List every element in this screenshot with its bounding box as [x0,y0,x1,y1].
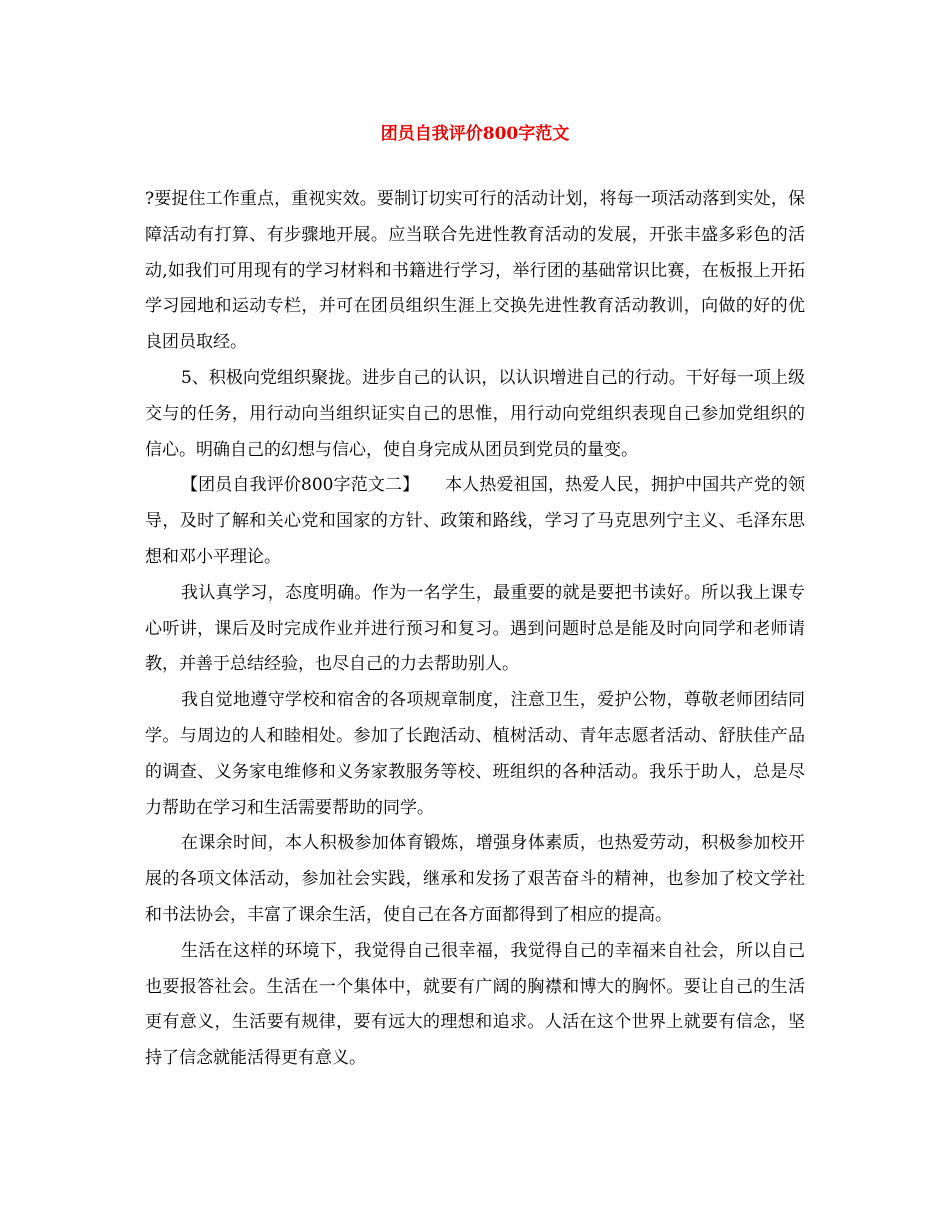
paragraph-2: 5、积极向党组织聚拢。进步自己的认识，以认识增进自己的行动。干好每一项上级交与的任务，用行动向当组织证实自己的思惟，用行动向党组织表现自己参加党组织的信心。明确自己的幻想与信心，使自身完成从团员到党员的量变。 [145,367,805,460]
document-body [145,182,805,1077]
paragraph-1: ?要捉住工作重点，重视实效。要制订切实可行的活动计划，将每一项活动落到实处，保障活动有打算、有步骤地开展。应当联合先进性教育活动的发展，开张丰盛多彩色的活动,如我们可用现有的学习材料和书籍进行学习，举行团的基础常识比赛，在板报上开拓学习园地和运动专栏，并可在团员组织生涯上交换先进性教育活动教训，向做的好的优良团员取经。 [145,189,805,353]
paragraph-7: 生活在这样的环境下，我觉得自己很幸福，我觉得自己的幸福来自社会，所以自己也要报答社会。生活在一个集体中，就要有广阔的胸襟和博大的胸怀。要让自己的生活更有意义，生活要有规律，要有远大的理想和追求。人活在这个世界上就要有信念，坚持了信念就能活得更有意义。 [145,940,805,1069]
document-title: 团员自我评价800字范文 [380,124,570,144]
paragraph-6: 在课余时间，本人积极参加体育锻炼，增强身体素质，也热爱劳动，积极参加校开展的各项文体活动，参加社会实践，继承和发扬了艰苦奋斗的精神，也参加了校文学社和书法协会，丰富了课余生活，使自己在各方面都得到了相应的提高。 [145,833,805,925]
paragraph-4: 我认真学习，态度明确。作为一名学生，最重要的就是要把书读好。所以我上课专心听讲，课后及时完成作业并进行预习和复习。遇到问题时总是能及时向同学和老师请教，并善于总结经验，也尽自己的力去帮助别人。 [145,582,805,675]
paragraph-5: 我自觉地遵守学校和宿舍的各项规章制度，注意卫生，爱护公物，尊敬老师团结同学。与周边的人和睦相处。参加了长跑活动、植树活动、青年志愿者活动、舒肤佳产品的调查、义务家电维修和义务家教服务等校、班组织的各种活动。我乐于助人，总是尽力帮助在学习和生活需要帮助的同学。 [145,690,805,818]
paragraph-3: 【团员自我评价800字范文二】 本人热爱祖国，热爱人民，拥护中国共产党的领导，及时了解和关心党和国家的方针、政策和路线，学习了马克思列宁主义、毛泽东思想和邓小平理论。 [145,475,805,567]
